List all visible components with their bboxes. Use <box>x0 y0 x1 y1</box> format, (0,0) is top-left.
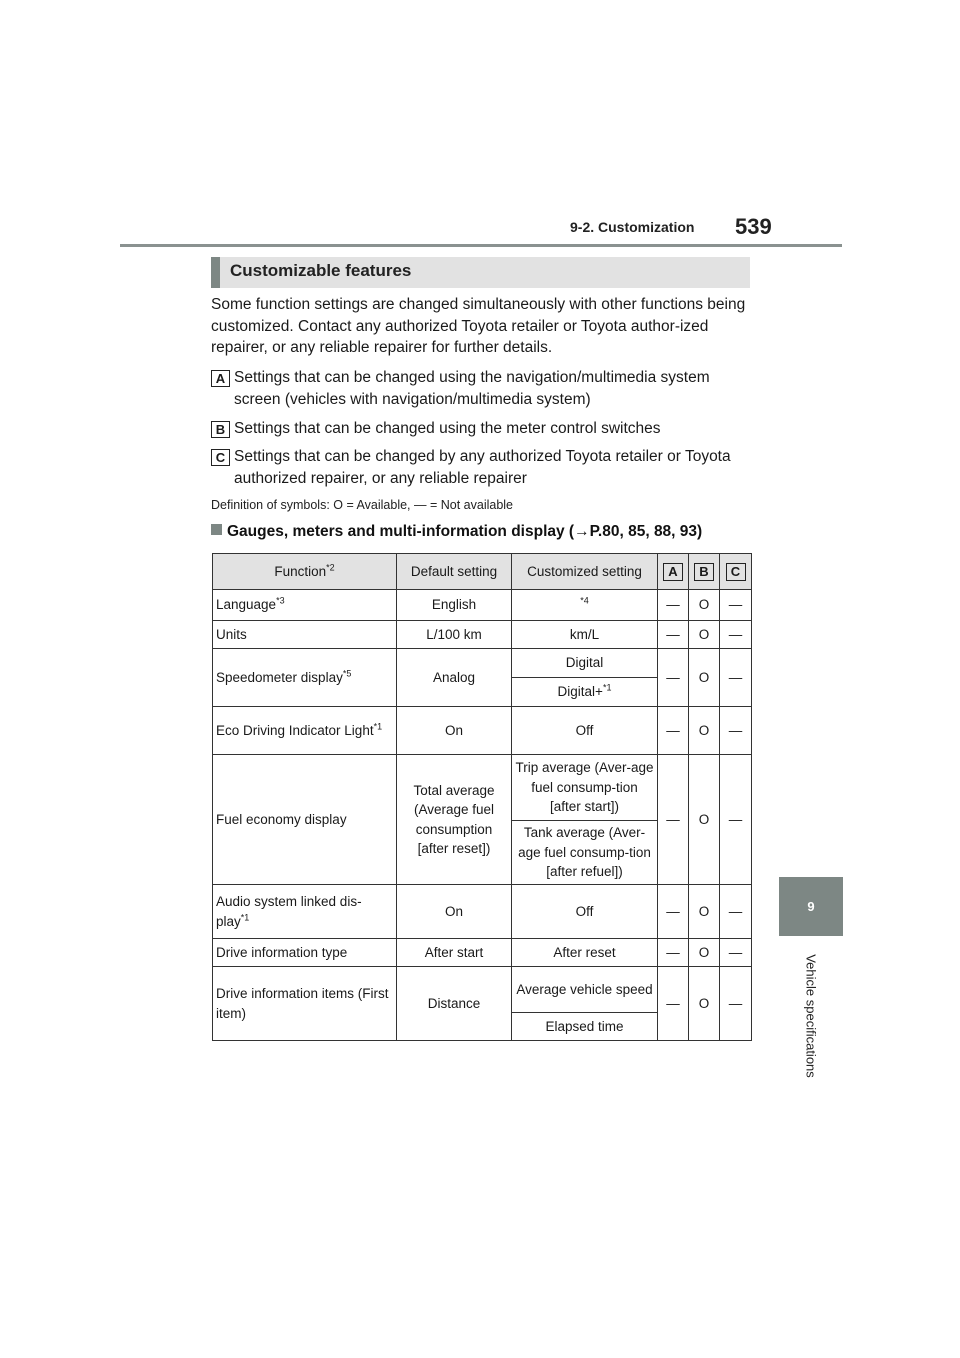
cell-c: — <box>720 967 752 1041</box>
cell-default: After start <box>397 939 512 967</box>
square-bullet-icon <box>211 524 222 535</box>
table-header-row <box>213 554 752 590</box>
cell-b: O <box>689 707 720 755</box>
cell-function: Fuel economy display <box>213 755 397 885</box>
cell-function: Audio system linked dis-play$^{*1}$ <box>213 885 397 939</box>
page-header-section: 9-2. Customization <box>570 219 695 235</box>
cell-custom: Elapsed time <box>512 1013 658 1041</box>
cell-b: O <box>689 939 720 967</box>
cell-a: — <box>658 755 689 885</box>
table-row <box>213 967 752 1013</box>
cell-function: Eco Driving Indicator Light$^{*1}$ <box>213 707 397 755</box>
cell-default: Analog <box>397 649 512 707</box>
cell-function: Units <box>213 621 397 649</box>
subheading-text: Gauges, meters and multi-information display (→P.80, 85, 88, 93) <box>227 523 703 540</box>
col-header-function: Function$^{*2}$ <box>213 554 397 590</box>
cell-custom: *4 <box>512 590 658 621</box>
cell-default: L/100 km <box>397 621 512 649</box>
cell-c: — <box>720 707 752 755</box>
cell-c: — <box>720 621 752 649</box>
col-header-customized: Customized setting <box>512 554 658 590</box>
subheading <box>211 523 702 541</box>
table-row <box>213 590 752 621</box>
cell-default: Total average (Average fuel consumption [after reset]) <box>397 755 512 885</box>
intro-paragraph: Some function settings are changed simultaneously with other functions being customized. Contact any authorized Toyota retailer or Toyota author-ized repairer, or any reliable repairer for further details. <box>211 296 746 356</box>
cell-b: O <box>689 755 720 885</box>
cell-b: O <box>689 621 720 649</box>
table-row <box>213 939 752 967</box>
cell-custom: km/L <box>512 621 658 649</box>
cell-default: On <box>397 885 512 939</box>
cell-custom: Off <box>512 885 658 939</box>
legend-item-a <box>211 367 756 410</box>
customization-table <box>212 553 752 1041</box>
col-header-c: C <box>720 554 752 590</box>
legend-box-b: B <box>211 421 230 438</box>
page-number: 539 <box>735 214 772 239</box>
col-header-default: Default setting <box>397 554 512 590</box>
legend-text-a: Settings that can be changed using the navigation/multimedia system screen (vehicles with navigation/multimedia system) <box>234 369 710 408</box>
section-heading <box>211 257 750 288</box>
table-row <box>213 621 752 649</box>
legend-text-b: Settings that can be changed using the meter control switches <box>234 420 661 437</box>
cell-c: — <box>720 755 752 885</box>
cell-a: — <box>658 649 689 707</box>
cell-a: — <box>658 621 689 649</box>
cell-custom: After reset <box>512 939 658 967</box>
chapter-tab: 9 <box>779 877 843 936</box>
cell-default: Distance <box>397 967 512 1041</box>
table-row <box>213 755 752 821</box>
col-header-b: B <box>689 554 720 590</box>
cell-custom: Average vehicle speed <box>512 967 658 1013</box>
table-row <box>213 885 752 939</box>
cell-a: — <box>658 590 689 621</box>
table-row <box>213 649 752 678</box>
legend-text-c: Settings that can be changed by any authorized Toyota retailer or Toyota authorized repairer, or any reliable repairer <box>234 448 731 487</box>
legend-item-b <box>211 418 756 440</box>
cell-b: O <box>689 649 720 707</box>
cell-a: — <box>658 939 689 967</box>
legend-box-c: C <box>211 449 230 466</box>
cell-custom: Digital+$^{*1}$ <box>512 678 658 707</box>
col-header-a: A <box>658 554 689 590</box>
cell-a: — <box>658 885 689 939</box>
cell-b: O <box>689 967 720 1041</box>
section-heading-text: Customizable features <box>230 261 412 280</box>
cell-custom: Trip average (Aver-age fuel consump-tion [after start]) <box>512 755 658 821</box>
symbol-definition: Definition of symbols: O = Available, — = Not available <box>211 498 514 512</box>
cell-custom: Digital <box>512 649 658 678</box>
cell-custom: Off <box>512 707 658 755</box>
chapter-side-title: Vehicle specifications <box>803 954 819 1078</box>
cell-b: O <box>689 885 720 939</box>
cell-a: — <box>658 707 689 755</box>
cell-default: On <box>397 707 512 755</box>
cell-custom: Tank average (Aver-age fuel consump-tion [after refuel]) <box>512 821 658 885</box>
cell-c: — <box>720 590 752 621</box>
cell-b: O <box>689 590 720 621</box>
cell-c: — <box>720 885 752 939</box>
header-rule <box>120 244 842 247</box>
cell-function: Speedometer display$^{*5}$ <box>213 649 397 707</box>
legend-item-c <box>211 446 756 489</box>
table-row <box>213 707 752 755</box>
legend-box-a: A <box>211 370 230 387</box>
cell-function: Drive information items (First item) <box>213 967 397 1041</box>
cell-c: — <box>720 939 752 967</box>
cell-a: — <box>658 967 689 1041</box>
cell-default: English <box>397 590 512 621</box>
cell-c: — <box>720 649 752 707</box>
cell-function: Language$^{*3}$ <box>213 590 397 621</box>
cell-function: Drive information type <box>213 939 397 967</box>
